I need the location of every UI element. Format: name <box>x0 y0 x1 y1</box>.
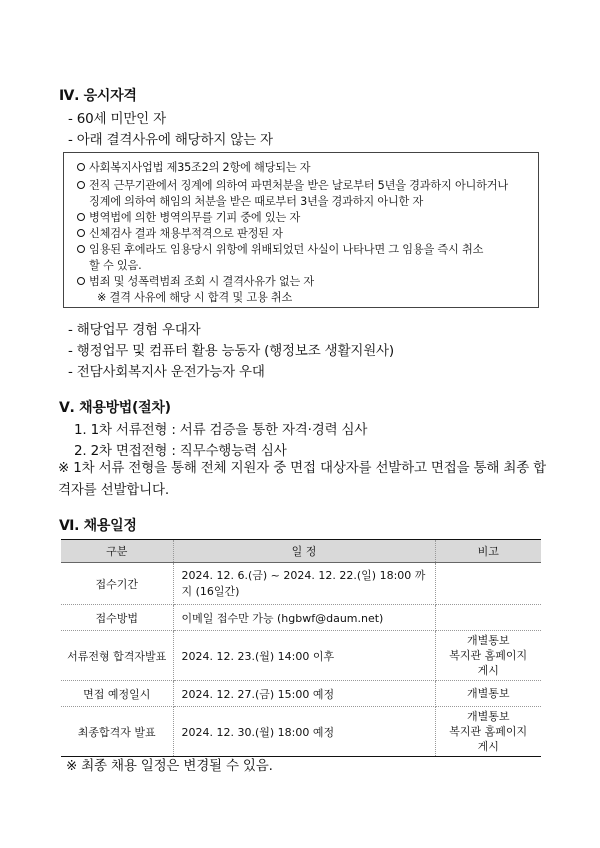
row-note <box>435 605 541 631</box>
table-row <box>61 631 541 681</box>
column-header: 일 정 <box>173 540 435 563</box>
disqualification-item: 전직 근무기관에서 징계에 의하여 파면처분을 받은 날로부터 5년을 경과하지 아니하거나 <box>89 179 508 192</box>
preference-item: - 해당업무 경험 우대자 <box>68 322 201 338</box>
table-row <box>61 605 541 631</box>
disqualification-item: 병역법에 의한 병역의무를 기피 중에 있는 자 <box>89 211 301 224</box>
row-label: 접수기간 <box>61 563 173 605</box>
bullet-circle-icon <box>77 277 85 285</box>
section-5-title: Ⅴ. 채용방법(절차) <box>59 400 171 416</box>
row-schedule: 2024. 12. 27.(금) 15:00 예정 <box>173 681 435 707</box>
disqualification-item-cont: 징계에 의하여 해임의 처분을 받은 때로부터 3년을 경과하지 아니한 자 <box>89 195 424 208</box>
table-row <box>61 707 541 757</box>
process-note: ※ 1차 서류 전형을 통해 전체 지원자 중 면접 대상자를 선발하고 면접을 통해 최종 합격자를 선발합니다. <box>58 460 546 498</box>
bullet-circle-icon <box>77 213 85 221</box>
eligibility-age: - 60세 미만인 자 <box>68 111 166 127</box>
disqualification-item: 범죄 및 성폭력범죄 조회 시 결격사유가 없는 자 <box>89 275 315 288</box>
table-header-row <box>61 540 541 563</box>
row-schedule: 이메일 접수만 가능 (hgbwf@daum.net) <box>173 605 435 631</box>
eligibility-disqualification: - 아래 결격사유에 해당하지 않는 자 <box>68 132 273 148</box>
preference-item: - 전담사회복지사 운전가능자 우대 <box>68 364 265 380</box>
schedule-table <box>61 539 541 757</box>
disqualification-item: 사회복지사업법 제35조2의 2항에 해당되는 자 <box>89 161 311 174</box>
row-note: 개별통보 복지관 홈페이지 게시 <box>435 707 541 757</box>
bullet-circle-icon <box>77 229 85 237</box>
row-schedule: 2024. 12. 23.(월) 14:00 이후 <box>173 631 435 681</box>
disqualification-note: ※ 결격 사유에 해당 시 합격 및 고용 취소 <box>97 291 293 304</box>
column-header: 비고 <box>435 540 541 563</box>
table-row <box>61 681 541 707</box>
row-label: 접수방법 <box>61 605 173 631</box>
row-schedule: 2024. 12. 6.(금) ~ 2024. 12. 22.(일) 18:00 까지 (16일간) <box>173 563 435 605</box>
row-label: 서류전형 합격자발표 <box>61 631 173 681</box>
disqualification-item-cont: 할 수 있음. <box>89 259 142 272</box>
row-label: 면접 예정일시 <box>61 681 173 707</box>
section-4-title: Ⅳ. 응시자격 <box>59 88 137 104</box>
row-schedule: 2024. 12. 30.(월) 18:00 예정 <box>173 707 435 757</box>
bullet-circle-icon <box>77 163 85 171</box>
disqualification-item: 임용된 후에라도 임용당시 위항에 위배되었던 사실이 나타나면 그 임용을 즉시 취소 <box>89 243 484 256</box>
section-6-title: Ⅵ. 채용일정 <box>59 518 137 534</box>
disqualification-item: 신체검사 결과 채용부적격으로 판정된 자 <box>89 227 283 240</box>
bullet-circle-icon <box>77 245 85 253</box>
disqualification-box <box>63 152 539 308</box>
process-step: 1. 1차 서류전형 : 서류 검증을 통한 자격·경력 심사 <box>74 422 368 438</box>
row-note: 개별통보 복지관 홈페이지 게시 <box>435 631 541 681</box>
table-row <box>61 563 541 605</box>
column-header: 구분 <box>61 540 173 563</box>
schedule-footnote: ※ 최종 채용 일정은 변경될 수 있음. <box>66 758 273 774</box>
row-note <box>435 563 541 605</box>
row-label: 최종합격자 발표 <box>61 707 173 757</box>
preference-item: - 행정업무 및 컴퓨터 활용 능동자 (행정보조 생활지원사) <box>68 343 394 359</box>
bullet-circle-icon <box>77 181 85 189</box>
process-step: 2. 2차 면접전형 : 직무수행능력 심사 <box>74 443 287 459</box>
row-note: 개별통보 <box>435 681 541 707</box>
